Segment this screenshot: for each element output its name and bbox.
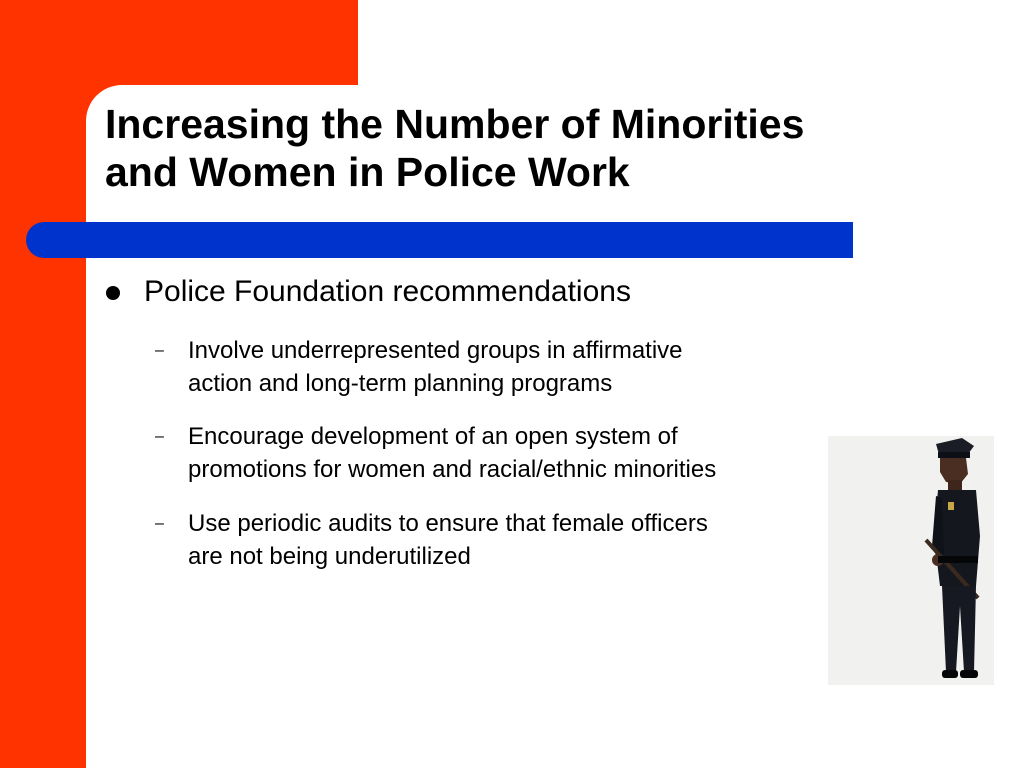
title-line-2: and Women in Police Work xyxy=(105,149,630,195)
police-officer-image xyxy=(828,436,994,685)
bullet-dot-icon xyxy=(106,286,120,300)
slide-title xyxy=(105,100,945,196)
dash-icon: – xyxy=(155,515,164,532)
main-bullet-text: Police Foundation recommendations xyxy=(144,275,631,308)
sub-bullet-2-line-1: Encourage development of an open system of xyxy=(188,423,678,450)
dash-icon: – xyxy=(155,342,164,359)
sub-bullet-3-line-2: are not being underutilized xyxy=(188,543,471,570)
sub-bullet-2-line-2: promotions for women and racial/ethnic minorities xyxy=(188,456,717,483)
police-officer-icon xyxy=(828,436,994,685)
sub-bullet-1-line-1: Involve underrepresented groups in affirmative xyxy=(188,337,683,364)
sub-bullet-1-line-2: action and long-term planning programs xyxy=(188,370,613,397)
dash-icon: – xyxy=(155,428,164,445)
blue-divider-bar xyxy=(26,222,853,258)
sub-bullet-3-line-1: Use periodic audits to ensure that female officers xyxy=(188,510,708,537)
title-line-1: Increasing the Number of Minorities xyxy=(105,101,805,147)
